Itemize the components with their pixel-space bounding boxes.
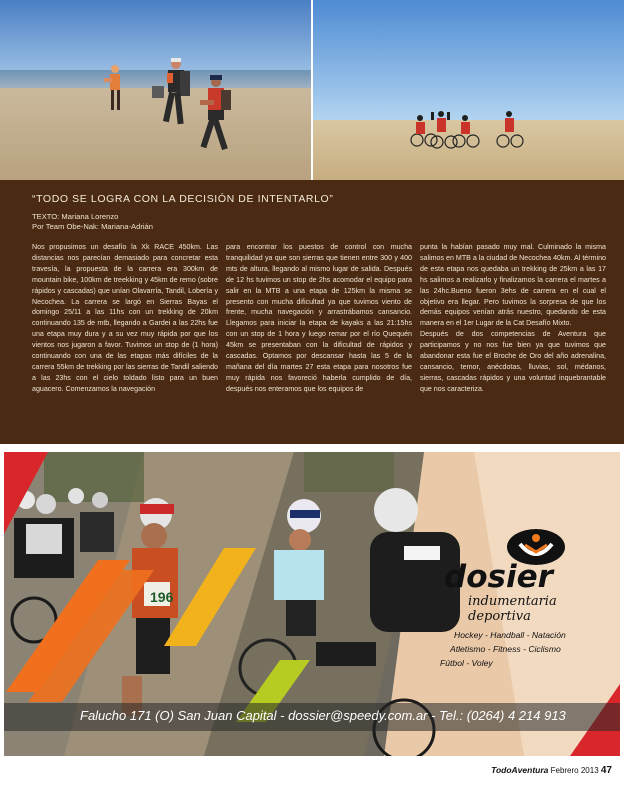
brand-tagline: indumentaria deportiva xyxy=(468,594,557,624)
article-headline: “TODO SE LOGRA CON LA DECISIÓN DE INTENTARLO” xyxy=(32,193,334,205)
trekkers-illustration xyxy=(0,0,311,180)
contact-info: Falucho 171 (O) San Juan Capital - dossier@speedy.com.ar - Tel.: (0264) 4 214 913 xyxy=(80,708,566,723)
paragraph: para encontrar los puestos de control con mucha tranquilidad ya que son sierras que tienen entre 300 y 400 mts de altura, llegando al mismo lugar de salida. Después de 12 hs tuvimos un stop de 2hs acomodar el equipo para salir en la MTB a una etapa de 125km la misma se presento con mucha dificultad ya que tuvimos viento de frente, mucha navegación y arrastrábamos cansancio. Llegamos para iniciar la etapa de kayaks a las 21:15hs con un stop de 1 hora y luego remar por el río Quequén 45km se presentaban con la dificultad de rápidos y cascadas. Optamos por descansar hasta las 5 de la mañana del día martes 27 esta etapa para nosotros fue muy rápida nos favoreció haberla cumplido de día, después nos enteramos que los equipos de xyxy=(226,243,412,393)
brand-name: dosier xyxy=(444,559,553,595)
article-block xyxy=(0,180,624,444)
paragraph: Después de dos competencias de Aventura que participamos y no nos fue bien ya que tuvimos que abandonar esta fue el Broche de Oro del año adrenalina, cansancio, temor, anécdotas, lluvias, sol, médanos, sierras, cascadas rápidos y una voluntad inquebrantable que nos caracteriza. xyxy=(420,330,606,393)
article-column-2 xyxy=(226,242,412,395)
article-column-3 xyxy=(420,242,606,395)
sports-line-1: Hockey - Handball - Natación xyxy=(454,630,566,640)
sports-line-3: Fútbol - Voley xyxy=(440,658,493,668)
credit-author: TEXTO: Mariana Lorenzo xyxy=(32,212,119,221)
paragraph: punta la habían pasado muy mal. Culminado la misma salimos en MTB a la ciudad de Necochea 40km. Al término de esta etapa nos quedaba un trekking de 25km a las 17 hs salimos a realizarlo y finalizamos la carrera el martes a las 24hc.Bueno fueron 3ehs de carrera en el cual el objetivo era llegar. Pero tuvimos la sorpresa de que los demás equipos venían atrás nuestro, quedando de esta manera en el 1er Lugar de la Cat Desafío Mixto. xyxy=(420,243,606,328)
article-column-1 xyxy=(32,242,218,395)
article-credits xyxy=(32,212,153,232)
cyclists-illustration xyxy=(313,0,624,180)
magazine-name: TodoAventura xyxy=(491,765,549,775)
sports-line-2: Atletismo - Fitness - Ciclismo xyxy=(450,644,561,654)
paragraph: Nos propusimos un desafío la Xk RACE 450km. Las distancias nos parecían demasiado para concretar esta travesía, la propuesta de la carrera era 300km de mountain bike, 100km de treekking y 45km de remo (sobre rápidos y cascadas) que unían Olavarría, Tandil, Lobería y Necochea. La carrera se largó en Sierras Bayas el domingo 25/11 a las 11hs con un trekking de 20km continuando 135 de mtb, llegando a Gardei a las 22hs fue una etapa muy dura y a su vez muy rápida por que los vientos nos jugaron a favor. Tuvimos un stop de (1 hora) continuando con una de las etapas más difíciles de la carrera 55km de trekking por las sierras de Tandil saliendo a las 23hs con el cielo toldado listo para un buen aguacero. Comenzamos la navegación xyxy=(32,243,218,393)
issue-date: Febrero 2013 xyxy=(550,766,599,775)
dosier-advertisement xyxy=(4,452,620,756)
jersey-number: 196 xyxy=(150,589,174,605)
page-footer xyxy=(491,765,612,776)
page-number: 47 xyxy=(600,765,612,776)
credit-team: Por Team Obe-Nak: Mariana-Adrián xyxy=(32,222,153,231)
beach-cyclists-photo xyxy=(313,0,624,180)
beach-trekking-photo xyxy=(0,0,311,180)
